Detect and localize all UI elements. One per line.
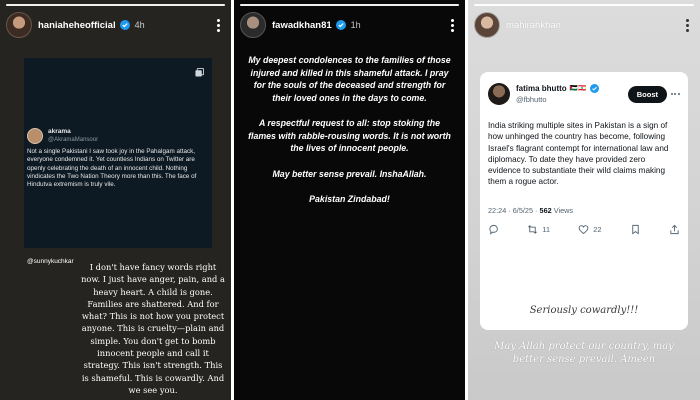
tweet-avatar[interactable] (488, 83, 510, 105)
story-progress-bar (240, 4, 459, 6)
story-username[interactable]: fawadkhan81 (272, 19, 332, 31)
mention-tag[interactable]: @sunnykuchkar (27, 258, 74, 265)
tweet-author-name: akrama (48, 128, 71, 135)
story-caption-bottom: May Allah protect our country, may better sense prevail. Ameen (494, 341, 674, 365)
more-options-icon[interactable] (445, 16, 459, 34)
verified-badge-icon (120, 20, 130, 30)
statement-paragraph: A respectful request to all: stop stoking the flames with rabble-rousing words. It is not worth the lives of innocent people. (248, 118, 451, 153)
views-count: 562 (539, 206, 552, 215)
name-flags: 🇵🇸🇱🇧 (569, 85, 587, 92)
tweet-author-handle[interactable]: @fbhutto (516, 95, 547, 104)
verified-badge-icon (336, 20, 346, 30)
tweet-avatar (27, 128, 43, 144)
tweet-header (488, 80, 680, 108)
embedded-tweet-screenshot (24, 58, 212, 248)
story-progress-bar (6, 4, 225, 6)
story-panel-mahira (468, 0, 700, 400)
statement-paragraph: May better sense prevail. InshaAllah. (272, 168, 427, 179)
boost-button[interactable]: Boost (628, 86, 667, 103)
views-label: Views (551, 206, 574, 215)
tweet-text: India striking multiple sites in Pakistan is a sign of how unhinged the country has become, following Israel's flagrant contempt for international law and diplomacy. To date they have provided zero evidence to substantiate their wild claims making them a rogue actor. (488, 121, 669, 187)
avatar[interactable] (6, 12, 32, 38)
story-panel-hania (0, 0, 231, 400)
story-caption-inside: Seriously cowardly!!! (529, 305, 639, 316)
tweet-actions (488, 222, 680, 236)
more-options-icon[interactable] (680, 16, 694, 34)
story-header (474, 12, 694, 38)
tweet-author-name[interactable]: fatima bhutto (516, 84, 567, 93)
story-time: 4h (134, 20, 145, 30)
retweet-icon (527, 224, 538, 235)
statement-paragraph: Pakistan Zindabad! (309, 194, 390, 204)
story-progress-bar (474, 4, 694, 6)
more-options-icon[interactable] (211, 16, 225, 34)
heart-icon (578, 224, 589, 235)
embedded-tweet (27, 128, 207, 189)
story-username[interactable]: haniaheheofficial (38, 19, 116, 31)
avatar[interactable] (240, 12, 266, 38)
share-icon (669, 224, 680, 235)
reply-button[interactable] (488, 224, 499, 235)
reply-icon (488, 224, 499, 235)
story-header (240, 12, 459, 38)
tweet-card (480, 72, 688, 330)
story-caption: I don't have fancy words right now. I just have anger, pain, and a heavy heart. A child is gone. Families are shattered. And for what? This is not how you protect anyone. This is cruelty—plain and simple. You don't get to bomb innocent people and call it strategy. This isn't strength. This is shameful. This is cowardly. And we see you. (81, 262, 225, 395)
tweet-author-handle: @AkramaMansoor (48, 137, 99, 143)
avatar[interactable] (474, 12, 500, 38)
verified-badge-icon (590, 84, 599, 93)
tweet-timestamp: 22:24 · 6/5/25 · (488, 206, 540, 215)
story-statement (246, 54, 453, 219)
carousel-icon (195, 68, 204, 77)
story-header (6, 12, 225, 38)
like-count: 22 (593, 224, 602, 234)
tweet-meta (488, 206, 573, 215)
story-username[interactable]: mahirahkhan (506, 19, 561, 31)
story-panel-fawad (234, 0, 465, 400)
bookmark-icon (630, 224, 641, 235)
statement-paragraph: My deepest condolences to the families of those injured and killed in this shameful attack. I pray for the souls of the deceased and strength for their loved ones in the days to come. (248, 55, 451, 103)
retweet-count: 11 (542, 224, 550, 234)
share-button[interactable] (669, 224, 680, 235)
story-time: 1h (350, 20, 361, 30)
like-button[interactable] (578, 224, 601, 235)
retweet-button[interactable] (527, 224, 550, 235)
tweet-text: Not a single Pakistani I saw took joy in the Pahalgam attack, everyone condemned it. Yet countless Indians on Twitter are openly celebrating the death of an innocent child. Nothing vindicates the Two Nation Theory more than this. The face of Hindutva extremism is truly vile. (27, 148, 197, 189)
more-options-icon[interactable] (670, 89, 680, 99)
bookmark-button[interactable] (630, 224, 641, 235)
